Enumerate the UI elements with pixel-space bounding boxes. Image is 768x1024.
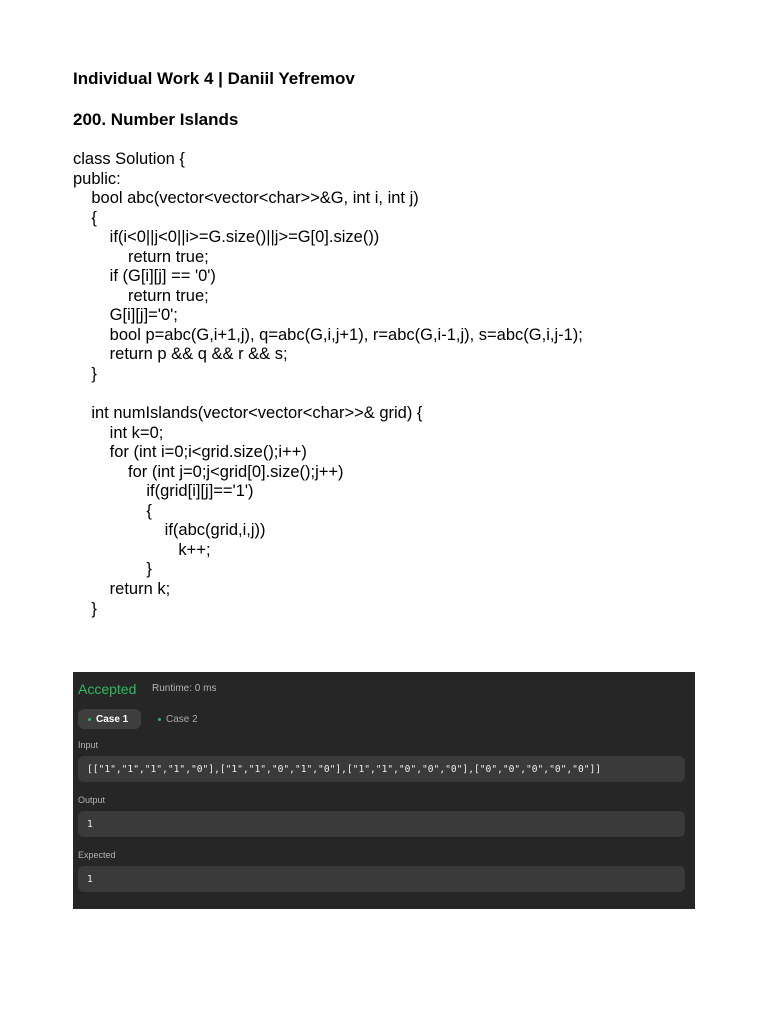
code-line: } <box>73 365 97 384</box>
code-line: return true; <box>73 286 209 305</box>
code-line: { <box>73 501 152 520</box>
input-label: Input <box>78 740 99 750</box>
input-value: [["1","1","1","1","0"],["1","1","0","1","0"],["1","1","0","0","0"],["0","0","0","0","0"]] <box>78 756 685 782</box>
code-line: return k; <box>73 580 171 599</box>
code-line: for (int i=0;i<grid.size();i++) <box>73 443 307 462</box>
code-line: } <box>73 599 97 618</box>
code-line: if (G[i][j] == '0') <box>73 267 216 286</box>
code-line: int k=0; <box>73 423 164 442</box>
code-line: bool p=abc(G,i+1,j), q=abc(G,i,j+1), r=abc(G,i-1,j), s=abc(G,i,j-1); <box>73 325 583 344</box>
status-badge: Accepted <box>78 681 137 697</box>
code-line: for (int j=0;j<grid[0].size();j++) <box>73 462 344 481</box>
code-line: G[i][j]='0'; <box>73 306 178 325</box>
code-line: class Solution { <box>73 150 185 168</box>
code-line: } <box>73 560 152 579</box>
test-result-panel <box>73 672 695 909</box>
runtime-text: Runtime: 0 ms <box>152 683 217 694</box>
tab-label: Case 2 <box>166 713 198 725</box>
code-line: if(i<0||j<0||i>=G.size()||j>=G[0].size()) <box>73 228 380 247</box>
status-dot-icon <box>88 718 91 721</box>
code-line: return true; <box>73 247 209 266</box>
code-line: public: <box>73 169 121 188</box>
code-line: return p && q && r && s; <box>73 345 288 364</box>
tab-case-2[interactable] <box>148 709 208 729</box>
code-line: if(abc(grid,i,j)) <box>73 521 266 540</box>
tab-case-1[interactable] <box>78 709 141 729</box>
problem-title: 200. Number Islands <box>73 110 239 129</box>
code-block <box>73 150 583 619</box>
code-line <box>73 385 583 405</box>
code-line: int numIslands(vector<vector<char>>& grid) { <box>73 404 423 423</box>
expected-label: Expected <box>78 850 116 860</box>
status-dot-icon <box>158 718 161 721</box>
code-line: { <box>73 208 97 227</box>
expected-value: 1 <box>78 866 685 892</box>
output-value: 1 <box>78 811 685 837</box>
document-title: Individual Work 4 | Daniil Yefremov <box>73 69 355 88</box>
tab-label: Case 1 <box>96 713 129 725</box>
code-line: bool abc(vector<vector<char>>&G, int i, int j) <box>73 189 419 208</box>
code-line: k++; <box>73 540 211 559</box>
code-line: if(grid[i][j]=='1') <box>73 482 254 501</box>
output-label: Output <box>78 795 106 805</box>
